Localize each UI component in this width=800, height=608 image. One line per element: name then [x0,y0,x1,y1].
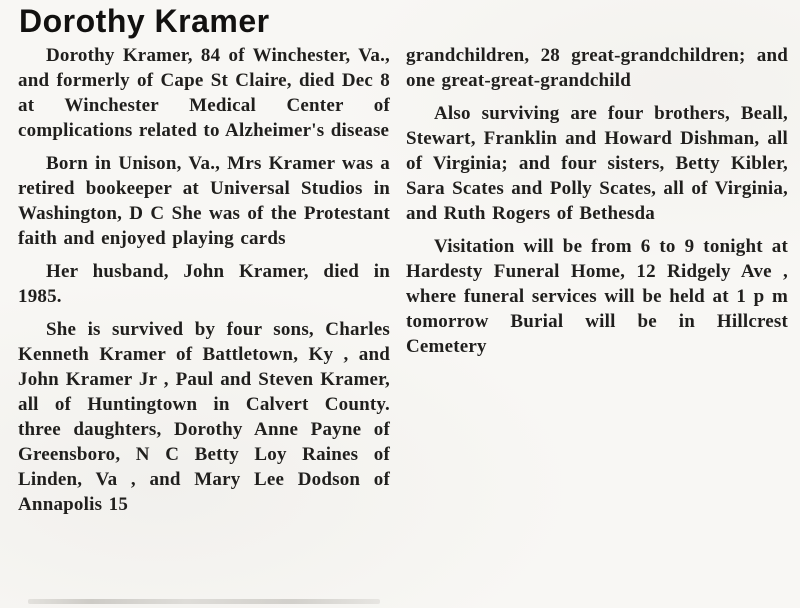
obituary-headline: Dorothy Kramer [19,3,270,39]
paragraph-biography: Born in Unison, Va., Mrs Kramer was a retired bookeeper at Universal Studios in Washington, D C She was of the Protestant faith and enjoyed playing cards [18,153,390,249]
paragraph-husband: Her husband, John Kramer, died in 1985. [18,261,390,307]
paragraph-visitation: Visitation will be from 6 to 9 tonight at Hardesty Funeral Home, 12 Ridgely Ave , where funeral services will be held at 1 p m tomorrow Burial will be in Hillcrest Cemetery [406,236,788,357]
right-column [406,43,788,359]
paragraph-grandchildren-continuation: grandchildren, 28 great-grandchildren; and one great-great-grandchild [406,45,788,91]
paragraph-intro: Dorothy Kramer, 84 of Winchester, Va., and formerly of Cape St Claire, died Dec 8 at Winchester Medical Center of complications related to Alzheimer's disease [18,45,390,141]
cutoff-next-headline-remnant [28,599,380,604]
paragraph-siblings: Also surviving are four brothers, Beall, Stewart, Franklin and Howard Dishman, all of Virginia; and four sisters, Betty Kibler, Sara Scates and Polly Scates, all of Virginia, and Ruth Rogers of Bethesda [406,103,788,224]
left-column [18,43,390,517]
paragraph-survivors-children: She is survived by four sons, Charles Kenneth Kramer of Battletown, Ky , and John Kramer Jr , Paul and Steven Kramer, all of Huntingtown in Calvert County. three daughters, Dorothy Anne Payne of Greensboro, N C Betty Loy Raines of Linden, Va , and Mary Lee Dodson of Annapolis 15 [18,319,390,515]
